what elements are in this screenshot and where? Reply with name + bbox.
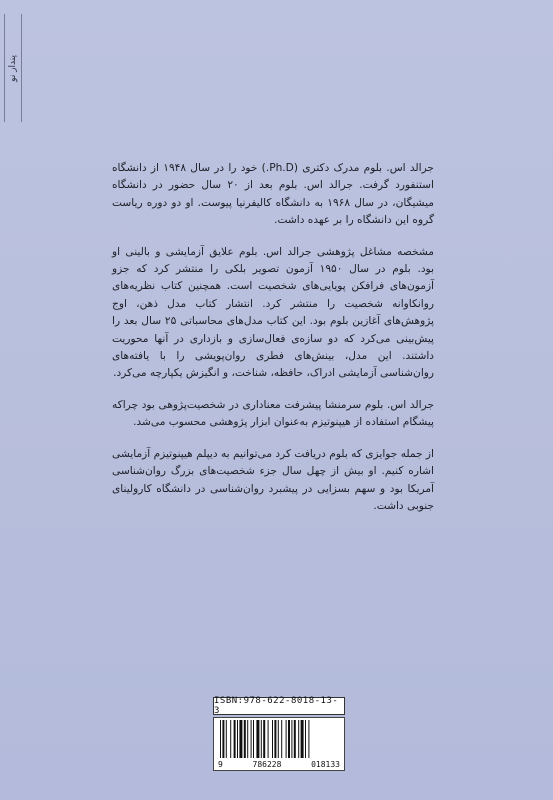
paragraph-bio: جرالد اس. بلوم مدرک دکتری (Ph.D.) خود را در سال ۱۹۴۸ از دانشگاه استنفورد گرفت. جرالد اس. بلوم بعد از ۲۰ سال حضور در دانشگاه میشیگان، در سال ۱۹۶۸ به دانشگاه کالیفرنیا پیوست. او دو دوره ریاست گروه این دانشگاه را بر عهده داشت. (112, 162, 434, 227)
barcode-bar (286, 720, 287, 758)
paragraph-awards: از جمله جوایزی که بلوم دریافت کرد می‌توانیم به دیپلم هیپنوتیزم آزمایشی اشاره کنیم. او بیش از چهل سال جزء شخصیت‌های بزرگ روان‌شناسی آمریکا بود و سهم بسزایی در پیشبرد روان‌شناسی در دانشگاه کارولینای جنوبی داشت. (112, 447, 434, 512)
isbn-text: ISBN:978-622-8018-13-3 (214, 696, 339, 716)
barcode-bar (234, 720, 236, 758)
barcode (213, 717, 345, 771)
barcode-bar (272, 720, 273, 758)
barcode-digit-prefix: 9 (218, 760, 223, 769)
barcode-digit-right: 018133 (311, 760, 340, 769)
barcode-bar (237, 720, 238, 758)
back-cover-text (112, 160, 434, 520)
publisher-logo-text: پندار نو (8, 54, 18, 82)
barcode-digits (218, 760, 340, 769)
barcode-bar (251, 720, 252, 758)
barcode-bar (263, 720, 265, 758)
barcode-bar (261, 720, 262, 758)
barcode-bar (308, 720, 309, 758)
publisher-logo (4, 14, 22, 122)
barcode-bar (239, 720, 242, 758)
barcode-bar (226, 720, 227, 758)
barcode-bar (253, 720, 254, 758)
barcode-bar (274, 720, 276, 758)
barcode-bar (281, 720, 282, 758)
barcode-bar (268, 720, 269, 758)
paragraph-hypnosis: جرالد اس. بلوم سرمنشا پیشرفت معناداری در شخصیت‌پژوهی بود چراکه پیشگام استفاده از هیپنوتیزم به‌عنوان ابزار پژوهشی محسوب می‌شد. (112, 398, 434, 429)
barcode-bar (278, 720, 279, 758)
barcode-bar (256, 720, 259, 758)
barcode-bar (222, 720, 224, 758)
barcode-bar (291, 720, 292, 758)
barcode-bar (247, 720, 248, 758)
barcode-bars (220, 720, 338, 758)
barcode-bar (220, 720, 221, 758)
barcode-bar (288, 720, 290, 758)
barcode-digit-left: 786228 (252, 760, 282, 769)
paragraph-research: مشخصه مشاغل پژوهشی جرالد اس. بلوم علایق آزمایشی و بالینی او بود. بلوم در سال ۱۹۵۰ آزمون تصویر بلکی را منتشر کرد که جزو آزمون‌های فرافکن پویایی‌های شخصیت است. همچنین کتاب نظریه‌های روانکاوانه شخصیت را منتشر کرد. انتشار کتاب مدل ذهن، اوج پژوهش‌های آغازین بلوم بود. این کتاب مدل‌های محاسباتی ۲۵ سال بعد را پیش‌بینی می‌کرد که دو سازه‌ی فعال‌سازی و بازداری در آنها محوریت داشتند. این مدل، بینش‌های فطری روان‌پویشی را با یافته‌های روان‌شناسی آزمایشی ادراک، حافظه، شناخت، و انگیزش یکپارچه می‌کرد. (112, 245, 434, 380)
barcode-bar (298, 720, 299, 758)
isbn-label (213, 697, 345, 715)
barcode-bar (294, 720, 296, 758)
barcode-bar (230, 720, 231, 758)
barcode-bar (244, 720, 246, 758)
barcode-bar (305, 720, 306, 758)
barcode-bar (301, 720, 304, 758)
